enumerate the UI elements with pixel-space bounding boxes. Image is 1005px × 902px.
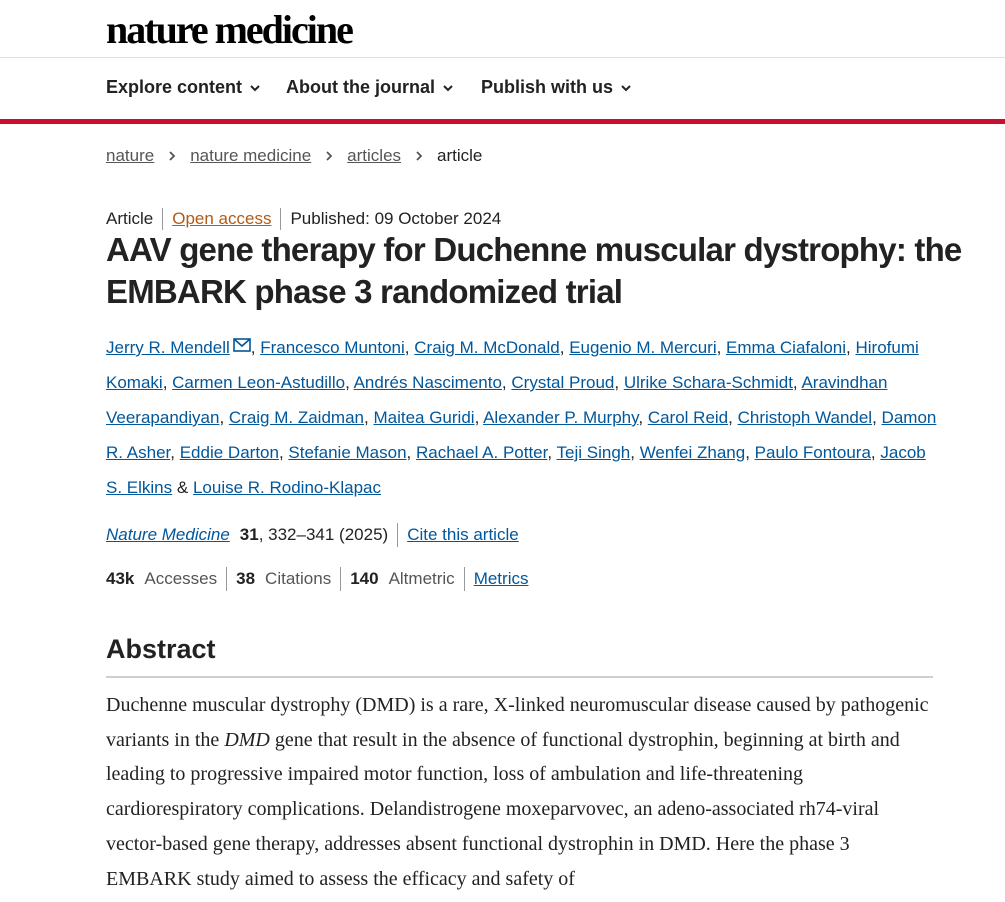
chevron-right-icon — [167, 150, 177, 162]
nav-item-label: Publish with us — [481, 77, 614, 97]
chevron-right-icon — [324, 150, 334, 162]
nav-about-journal[interactable] — [286, 77, 455, 98]
author-link[interactable]: Teji Singh — [556, 443, 631, 462]
author-link[interactable]: Carol Reid — [647, 408, 729, 427]
abstract-text-italic: DMD — [224, 728, 270, 751]
author-link[interactable]: Aravindhan Veerapandiyan — [106, 373, 888, 427]
author-link[interactable]: Craig M. McDonald — [414, 338, 560, 357]
author-link[interactable]: Stefanie Mason — [288, 443, 407, 462]
chevron-down-icon — [619, 81, 633, 95]
author-link[interactable]: Ulrike Schara-Schmidt — [623, 373, 793, 392]
abstract-heading: Abstract — [106, 634, 216, 664]
nav-item-label: Explore content — [106, 77, 243, 97]
abstract-text-part: gene that result in the absence of functional dystrophin, beginning at birth and leading to progressive impaired motor function, loss of ambulation and life-threatening cardiorespiratory complications. Delandistrogene moxeparvovec, an adeno-associated rh74-viral vector-based gene therapy, addresses absent functional dystrophin in DMD. Here the phase 3 EMBARK study aimed to assess the efficacy and safety of — [106, 728, 900, 890]
chevron-down-icon — [248, 81, 262, 95]
author-link[interactable]: Damon R. Asher — [106, 408, 937, 462]
journal-link[interactable]: Nature Medicine — [106, 525, 230, 544]
altmetric-count: 140 — [350, 569, 379, 588]
author-link[interactable]: Jacob S. Elkins — [106, 443, 926, 497]
volume: 31 — [239, 525, 259, 544]
author-link[interactable]: Crystal Proud — [511, 373, 615, 392]
accesses-label: Accesses — [144, 569, 218, 588]
author-link[interactable]: Carmen Leon-Astudillo — [172, 373, 346, 392]
author-link[interactable]: Andrés Nascimento — [353, 373, 502, 392]
accesses-count: 43k — [106, 569, 135, 588]
abstract-text-part: Duchenne muscular dystrophy (DMD) is a rare, X-linked neuromuscular disease caused by pathogenic variants in the — [106, 694, 929, 751]
main-nav — [0, 59, 1005, 119]
divider — [162, 208, 163, 230]
abstract-divider — [106, 676, 933, 678]
chevron-right-icon — [414, 150, 424, 162]
published-date: Published: 09 October 2024 — [290, 209, 502, 228]
breadcrumb-current: article — [437, 146, 483, 165]
author-link[interactable]: Paulo Fontoura — [754, 443, 871, 462]
author-link[interactable]: Louise R. Rodino-Klapac — [192, 478, 382, 497]
breadcrumb-link-nature-medicine[interactable]: nature medicine — [190, 146, 312, 165]
altmetric-label: Altmetric — [388, 569, 455, 588]
nav-explore-content[interactable] — [106, 77, 262, 98]
pages-year: , 332–341 (2025) — [258, 525, 389, 544]
author-link[interactable]: Rachael A. Potter — [416, 443, 548, 462]
chevron-down-icon — [441, 81, 455, 95]
author-link[interactable]: Wenfei Zhang — [639, 443, 746, 462]
mail-icon[interactable] — [233, 338, 251, 352]
divider — [464, 567, 465, 591]
site-logo[interactable]: nature medicine — [106, 7, 352, 52]
breadcrumb — [106, 146, 482, 166]
divider — [280, 208, 281, 230]
author-list: Jerry R. Mendell , Francesco Muntoni, Craig M. McDonald, Eugenio M. Mercuri, Emma Ciafaloni, Hirofumi Komaki, Carmen Leon-Astudillo, Andrés Nascimento, Crystal Proud, Ulrike Schara-Schmidt, Aravindhan Veerapandiyan, Craig M. Zaidman, Maitea Guridi, Alexander P. Murphy, Carol Reid, Christoph Wandel, Damon R. Asher, Eddie Darton, Stefanie Mason, Rachael A. Potter, Teji Singh, Wenfei Zhang, Paulo Fontoura, Jacob S. Elkins & Louise R. Rodino-Klapac — [106, 338, 937, 497]
article-type: Article — [106, 209, 154, 228]
cite-this-article-link[interactable]: Cite this article — [407, 525, 519, 544]
abstract-text — [106, 688, 936, 896]
divider — [226, 567, 227, 591]
metrics-row — [106, 567, 528, 591]
citations-label: Citations — [265, 569, 332, 588]
nav-item-label: About the journal — [286, 77, 435, 97]
breadcrumb-link-articles[interactable]: articles — [347, 146, 402, 165]
author-link[interactable]: Christoph Wandel — [737, 408, 873, 427]
author-link[interactable]: Hirofumi Komaki — [106, 338, 919, 392]
breadcrumb-link-nature[interactable]: nature — [106, 146, 155, 165]
citation-row — [106, 523, 519, 547]
metrics-link[interactable]: Metrics — [473, 569, 529, 588]
article-meta — [106, 208, 501, 230]
author-link[interactable]: Alexander P. Murphy — [483, 408, 639, 427]
divider — [397, 523, 398, 547]
nav-publish-with-us[interactable] — [481, 77, 633, 98]
masthead — [0, 0, 1005, 58]
author-link[interactable]: Emma Ciafaloni — [726, 338, 847, 357]
author-link[interactable]: Eddie Darton — [179, 443, 279, 462]
author-link[interactable]: Craig M. Zaidman — [228, 408, 364, 427]
author-link[interactable]: Maitea Guridi — [373, 408, 475, 427]
author-link[interactable]: Francesco Muntoni — [260, 338, 405, 357]
citations-count: 38 — [236, 569, 256, 588]
open-access-link[interactable]: Open access — [172, 209, 272, 228]
author-link[interactable]: Eugenio M. Mercuri — [569, 338, 717, 357]
header-accent-rule — [0, 119, 1005, 124]
authors-ampersand: & — [176, 478, 189, 497]
divider — [340, 567, 341, 591]
author-link[interactable]: Jerry R. Mendell — [106, 338, 230, 357]
article-title: AAV gene therapy for Duchenne muscular dystrophy: the EMBARK phase 3 randomized trial — [106, 231, 962, 310]
